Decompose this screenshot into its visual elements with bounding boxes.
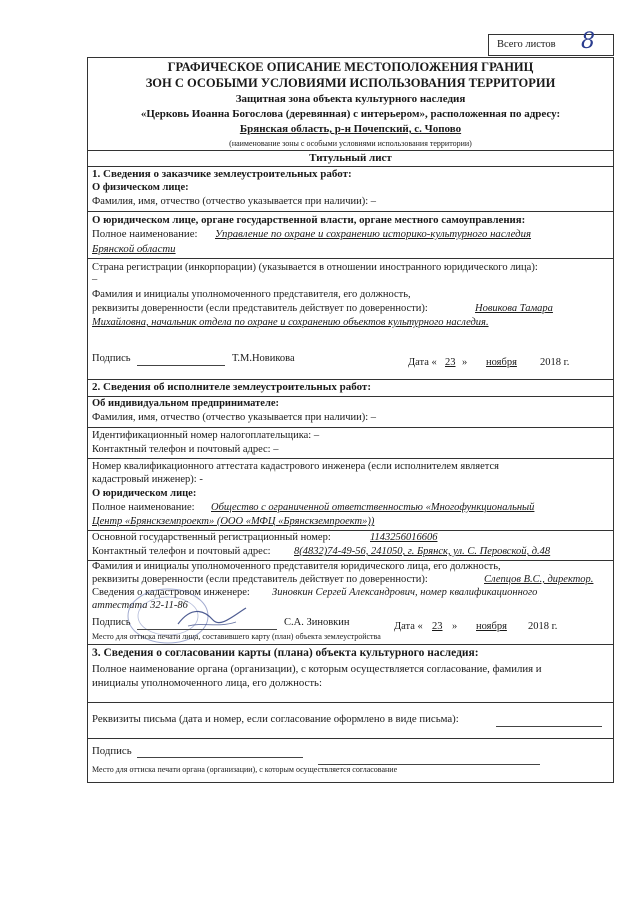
s2-ogrn-label: Основной государственный регистрационный номер:	[92, 532, 331, 543]
divider-s2-ip	[87, 427, 614, 428]
s3-line1: Полное наименование органа (организации), с которым осуществляется согласование, фамилия и	[92, 663, 542, 675]
doc-subtitle: Защитная зона объекта культурного наследия	[235, 93, 466, 105]
s2-engineer-cert: аттестата 32-11-86	[92, 600, 188, 611]
s1-full-name-line2: Брянской области	[92, 243, 176, 255]
s2-date-day: 23	[432, 621, 443, 632]
s2-sign-line	[137, 629, 277, 630]
divider-header	[87, 150, 614, 151]
divider-s2-contact	[87, 458, 614, 459]
divider-s2-end	[87, 644, 614, 645]
divider-s2-jur	[87, 530, 614, 531]
s1-phys-fio: Фамилия, имя, отчество (отчество указывается при наличии): –	[92, 196, 377, 207]
title-sheet-heading: Титульный лист	[309, 152, 392, 164]
sheet-count-value: 8	[581, 29, 595, 54]
doc-object-name: «Церковь Иоанна Богослова (деревянная) с интерьером», расположенная по адресу:	[140, 108, 561, 120]
s1-date-month: ноября	[486, 357, 517, 368]
s2-contact: Контактный телефон и почтовый адрес: –	[92, 444, 279, 455]
s1-rep-line3: Михайловна, начальник отдела по охране и сохранению объектов культурного наследия.	[92, 317, 489, 328]
s1-country-value: –	[92, 274, 98, 285]
s1-date-close: »	[462, 357, 468, 368]
s2-date-month: ноября	[476, 621, 507, 632]
divider-title-sheet	[87, 166, 614, 167]
s2-jur-heading: О юридическом лице:	[92, 488, 197, 499]
s2-date-close: »	[452, 621, 458, 632]
s2-date-label: Дата «	[394, 621, 423, 632]
s1-full-name-line1: Управление по охране и сохранению историко-культурного наследия	[215, 228, 531, 240]
s2-full-name-line2: Центр «Брянскземпроект» (ООО «МФЦ «Брянскземпроект»))	[92, 516, 375, 527]
doc-zone-caption: (наименование зоны с особыми условиями использования территории)	[229, 139, 472, 148]
s2-ip-heading: Об индивидуальном предпринимателе:	[92, 398, 279, 409]
s2-ip-fio: Фамилия, имя, отчество (отчество указывается при наличии): –	[92, 412, 377, 423]
doc-address: Брянская область, р-н Почепский, с. Чопово	[239, 123, 462, 135]
s3-line2: инициалы уполномоченного лица, его должность:	[92, 677, 322, 689]
s2-date-year: 2018 г.	[528, 621, 558, 632]
s1-heading: 1. Сведения о заказчике землеустроительных работ:	[92, 168, 352, 180]
s1-date-label: Дата «	[408, 357, 437, 368]
s2-contact-label: Контактный телефон и почтовый адрес:	[92, 546, 271, 557]
s3-sign-line-1	[137, 757, 303, 758]
s1-full-name-label: Полное наименование:	[92, 228, 198, 240]
sheet-count-box	[488, 29, 614, 56]
divider-s1-jur	[87, 258, 614, 259]
s3-stamp-caption: Место для оттиска печати органа (организации), с которым осуществляется согласование	[92, 765, 398, 774]
s2-cert-line2: кадастровый инженер): -	[92, 474, 203, 485]
s1-sign-name: Т.М.Новикова	[232, 353, 295, 364]
s1-sign-line	[137, 365, 225, 366]
doc-title-line2: ЗОН С ОСОБЫМИ УСЛОВИЯМИ ИСПОЛЬЗОВАНИЯ ТЕРРИТОРИИ	[145, 76, 556, 90]
s2-full-name-line1: Общество с ограниченной ответственностью «Многофункциональный	[211, 502, 535, 513]
divider-s3-org	[87, 702, 614, 703]
s3-letter-label: Реквизиты письма (дата и номер, если согласование оформлено в виде письма):	[92, 713, 459, 725]
s2-sign-name: С.А. Зиновкин	[284, 617, 350, 628]
s3-sign-label: Подпись	[92, 745, 132, 757]
divider-s1-end	[87, 379, 614, 380]
s3-heading: 3. Сведения о согласовании карты (плана) объекта культурного наследия:	[92, 647, 479, 659]
s1-jur-heading: О юридическом лице, органе государственной власти, органе местного самоуправления:	[92, 214, 526, 226]
s2-cert-line1: Номер квалификационного аттестата кадастрового инженера (если исполнителем является	[92, 461, 499, 472]
s2-rep-line1: Фамилия и инициалы уполномоченного представителя юридического лица, его должность,	[92, 561, 501, 572]
divider-s2-heading	[87, 396, 614, 397]
s2-ogrn-value: 1143256016606	[370, 532, 438, 543]
s3-letter-line	[496, 726, 602, 727]
s1-sign-label: Подпись	[92, 353, 131, 364]
s2-engineer-label: Сведения о кадастровом инженере:	[92, 587, 250, 598]
s2-inn: Идентификационный номер налогоплательщика: –	[92, 430, 320, 441]
s2-heading: 2. Сведения об исполнителе землеустроительных работ:	[92, 381, 372, 393]
s2-sign-label: Подпись	[92, 617, 131, 628]
sheet-count-label: Всего листов	[497, 39, 556, 50]
s2-stamp-caption: Место для оттиска печати лица, составившего карту (план) объекта землеустройства	[92, 632, 381, 641]
s1-rep-line1: Фамилия и инициалы уполномоченного представителя, его должность,	[92, 289, 411, 300]
s1-rep-line2-value: Новикова Тамара	[475, 303, 553, 314]
s2-contact-value: 8(4832)74-49-56, 241050, г. Брянск, ул. С. Перовской, д.48	[294, 546, 551, 557]
s1-phys-heading: О физическом лице:	[92, 182, 189, 193]
divider-s1-phys	[87, 211, 614, 212]
s1-date-day: 23	[445, 357, 456, 368]
s2-rep-line2-value: Слепцов В.С., директор.	[484, 574, 594, 585]
s2-engineer-value: Зиновкин Сергей Александрович, номер квалификационного	[272, 587, 538, 598]
divider-s3-letter	[87, 738, 614, 739]
s1-rep-line2-label: реквизиты доверенности (если представитель действует по доверенности):	[92, 303, 428, 314]
s1-date-year: 2018 г.	[540, 357, 570, 368]
s2-full-name-label: Полное наименование:	[92, 502, 195, 513]
doc-title-line1: ГРАФИЧЕСКОЕ ОПИСАНИЕ МЕСТОПОЛОЖЕНИЯ ГРАНИЦ	[167, 60, 534, 74]
s1-country: Страна регистрации (инкорпорации) (указывается в отношении иностранного юридического лица):	[92, 262, 538, 273]
s2-rep-line2-label: реквизиты доверенности (если представитель действует по доверенности):	[92, 574, 428, 585]
